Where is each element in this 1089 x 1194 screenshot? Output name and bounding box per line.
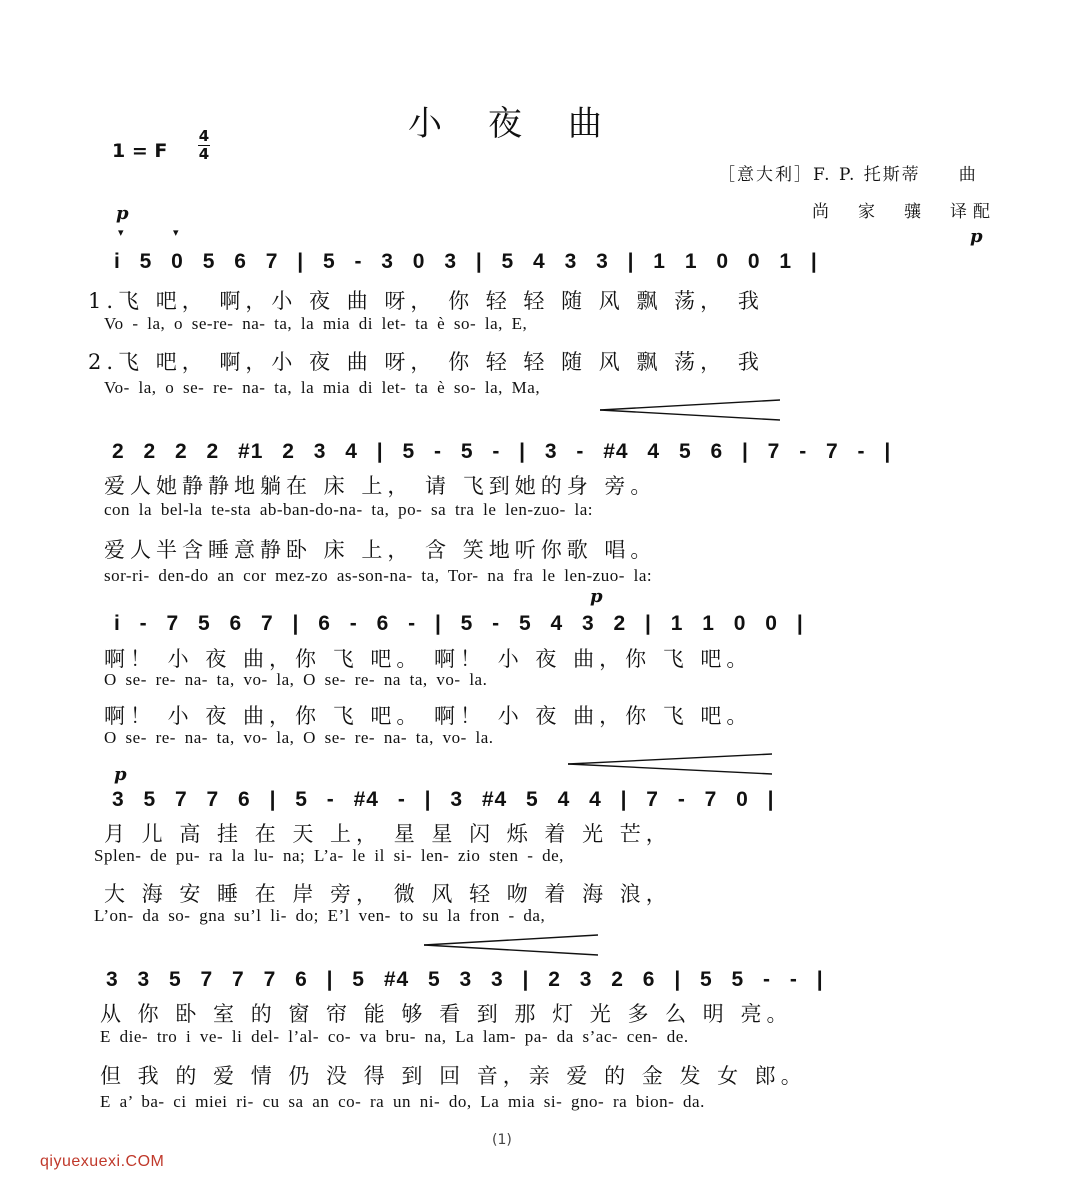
page-number: (1) [492, 1132, 512, 1148]
lyric-verse-1-italian: O se- re- na- ta, vo- la, O se- re- na ta, vo- la. [104, 670, 488, 689]
time-signature-top: 4 [198, 127, 210, 145]
lyric-verse-2-italian: O se- re- na- ta, vo- la, O se- re- na- ta, vo- la. [104, 728, 494, 747]
site-watermark: qiyuexuexi.COM [40, 1153, 165, 1170]
time-signature-bottom: 4 [198, 145, 210, 163]
lyric-verse-1-chinese: 从 你 卧 室 的 窗 帘 能 够 看 到 那 灯 光 多 么 明 亮。 [100, 1002, 793, 1026]
notation-line: i - 7 5 6 7 | 6 - 6 - | 5 - 5 4 3 2 | 1 1 0 0 | [114, 612, 804, 635]
notation-line: 3 3 5 7 7 7 6 | 5 #4 5 3 3 | 2 3 2 6 | 5 5 - - | [106, 968, 824, 991]
lyric-verse-2-chinese: 啊！ 小 夜 曲，你 飞 吧。 啊！ 小 夜 曲，你 飞 吧。 [104, 704, 753, 728]
key-signature: 1 = F [112, 140, 168, 162]
staccato-wedge-icon: ▾ [173, 226, 179, 239]
staccato-wedge-icon: ▾ [118, 226, 124, 239]
lyric-verse-2-chinese: 2.飞 吧， 啊，小 夜 曲 呀， 你 轻 轻 随 风 飘 荡， 我 [88, 350, 764, 374]
dynamic-piano-mark: p [970, 226, 983, 247]
lyric-verse-2-italian: E a’ ba- ci miei ri- cu sa an co- ra un ni- do, La mia si- gno- ra bion- da. [100, 1092, 705, 1111]
translator-credit: 尚 家 骧 译配 [812, 202, 996, 222]
dynamic-piano-mark: p [114, 764, 127, 785]
lyric-verse-2-chinese: 但 我 的 爱 情 仍 没 得 到 回 音，亲 爱 的 金 发 女 郎。 [100, 1064, 807, 1088]
lyric-verse-2-italian: Vo- la, o se- re- na- ta, la mia di let- ta è so- la, Ma, [104, 378, 541, 397]
time-signature [196, 128, 212, 163]
lyric-verse-1-chinese: 月 儿 高 挂 在 天 上， 星 星 闪 烁 着 光 芒， [104, 822, 672, 846]
lyric-verse-1-chinese: 啊！ 小 夜 曲，你 飞 吧。 啊！ 小 夜 曲，你 飞 吧。 [104, 647, 753, 671]
lyric-verse-1-chinese: 爱人她静静地躺在 床 上， 请 飞到她的身 旁。 [104, 474, 657, 498]
lyric-verse-2-italian: sor-ri- den-do an cor mez-zo as-son-na- ta, Tor- na fra le len-zuo- la: [104, 566, 653, 585]
lyric-verse-2-chinese: 爱人半含睡意静卧 床 上， 含 笑地听你歌 唱。 [104, 538, 657, 562]
decrescendo-hairpin-icon [600, 398, 780, 424]
decrescendo-hairpin-icon [568, 752, 772, 778]
lyric-verse-2-italian: L’on- da so- gna su’l li- do; E’l ven- to su la fron - da, [94, 906, 546, 925]
notation-line: 3 5 7 7 6 | 5 - #4 - | 3 #4 5 4 4 | 7 - 7 0 | [112, 788, 775, 811]
notation-line: i 5 0 5 6 7 | 5 - 3 0 3 | 5 4 3 3 | 1 1 0 0 1 | [114, 250, 818, 273]
lyric-verse-1-italian: con la bel-la te-sta ab-ban-do-na- ta, po- sa tra le len-zuo- la: [104, 500, 594, 519]
decrescendo-hairpin-icon [424, 933, 598, 959]
lyric-verse-1-italian: E die- tro i ve- li del- l’al- co- va bru- na, La lam- pa- da s’ac- cen- de. [100, 1027, 689, 1046]
lyric-verse-1-chinese: 1.飞 吧， 啊，小 夜 曲 呀， 你 轻 轻 随 风 飘 荡， 我 [88, 289, 764, 313]
dynamic-piano-mark: p [590, 586, 603, 607]
lyric-verse-1-italian: Splen- de pu- ra la lu- na; L’a- le il si- len- zio sten - de, [94, 846, 564, 865]
lyric-verse-1-italian: Vo - la, o se-re- na- ta, la mia di let- ta è so- la, E, [104, 314, 528, 333]
notation-line: 2 2 2 2 #1 2 3 4 | 5 - 5 - | 3 - #4 4 5 6 | 7 - 7 - | [112, 440, 892, 463]
lyric-verse-2-chinese: 大 海 安 睡 在 岸 旁， 微 风 轻 吻 着 海 浪， [104, 882, 672, 906]
song-title: 小夜曲 [408, 104, 648, 144]
dynamic-piano-mark: p [116, 203, 129, 224]
composer-credit: ［意大利］F. P. 托斯蒂 曲 [718, 165, 978, 185]
